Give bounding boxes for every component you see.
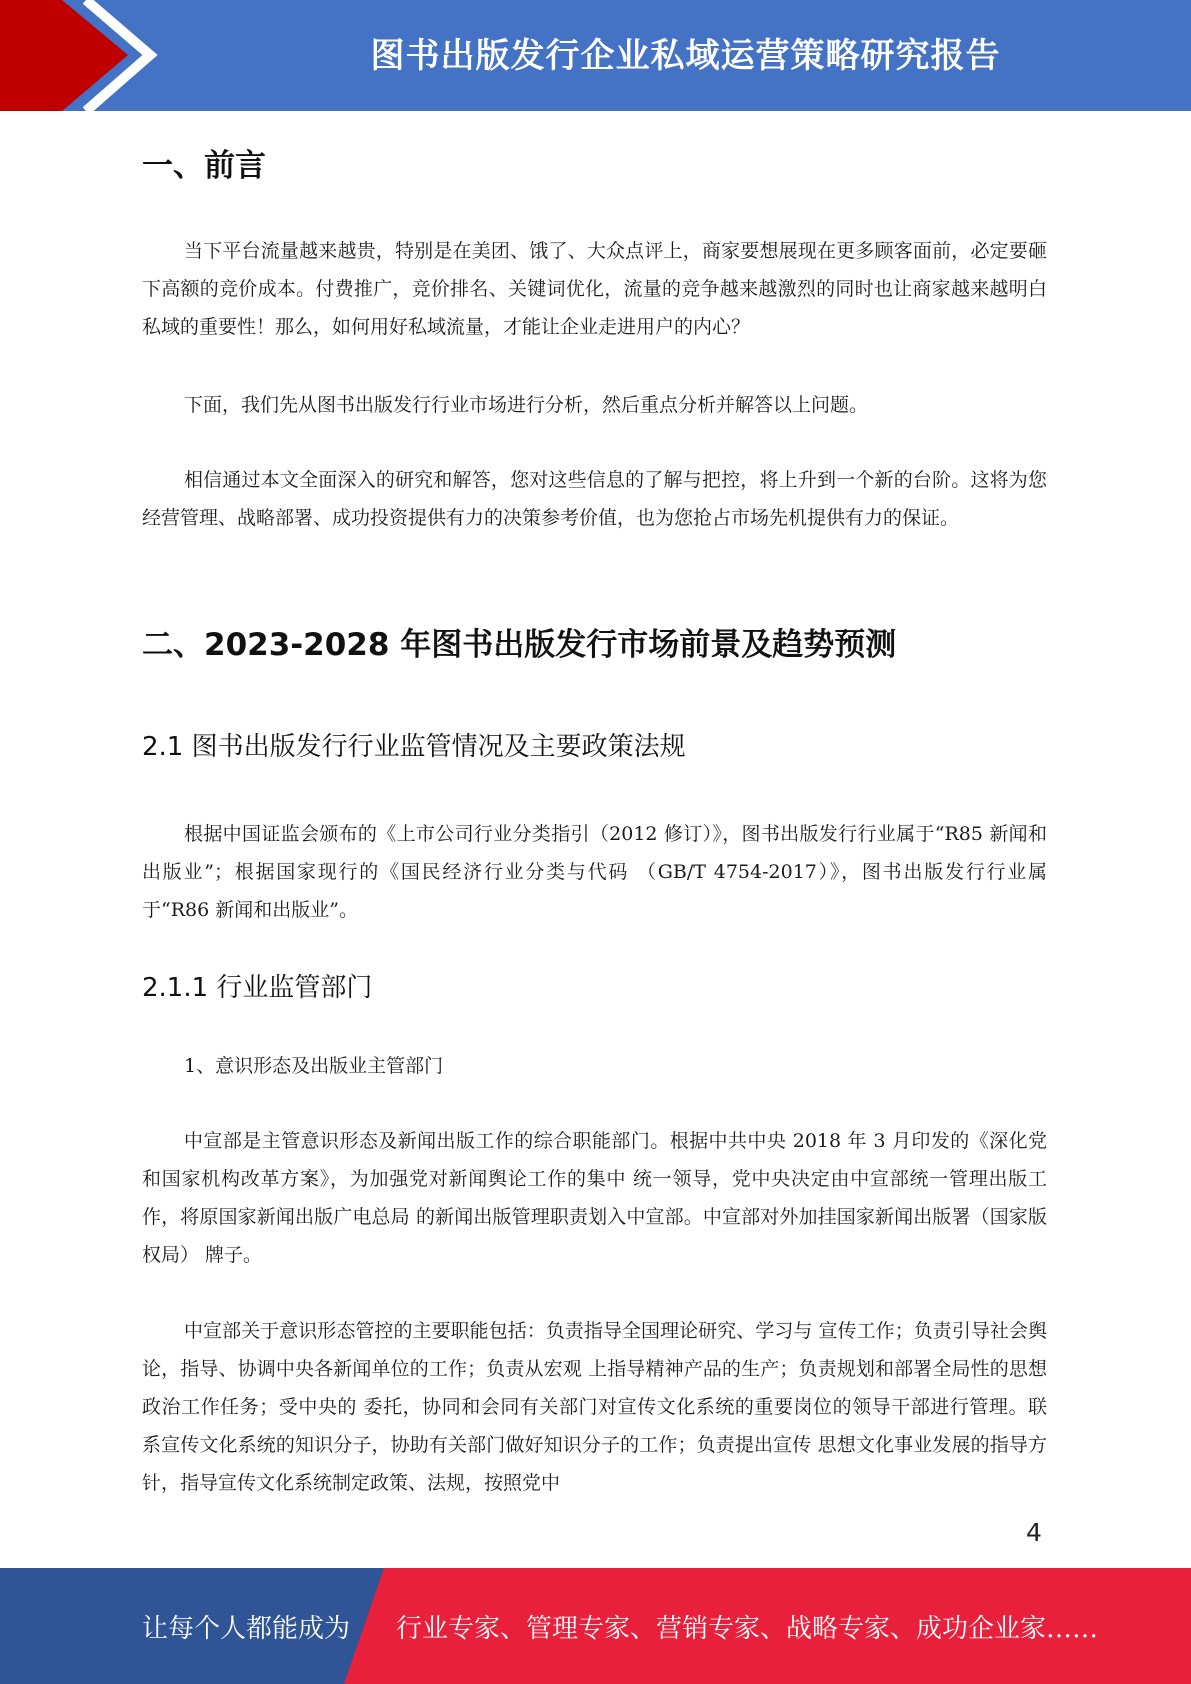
list-item: 1、意识形态及出版业主管部门	[184, 1055, 444, 1077]
paragraph: 相信通过本文全面深入的研究和解答，您对这些信息的了解与把控，将上升到一个新的台阶。这将为您经营管理、战略部署、成功投资提供有力的决策参考价值，也为您抢占市场先机提供有力的保证。	[142, 469, 1047, 529]
paragraph: 当下平台流量越来越贵，特别是在美团、饿了、大众点评上，商家要想展现在更多顾客面前，必定要砸下高额的竞价成本。付费推广，竞价排名、关键词优化，流量的竞争越来越激烈的同时也让商家越来越明白私域的重要性！那么，如何用好私域流量，才能让企业走进用户的内心？	[142, 240, 1047, 338]
footer-band	[0, 1568, 1191, 1684]
subsection-heading-regulation: 2.1 图书出版发行行业监管情况及主要政策法规	[142, 732, 686, 762]
footer-slogan-left: 让每个人都能成为	[142, 1613, 351, 1644]
paragraph: 根据中国证监会颁布的《上市公司行业分类指引（2012 修订）》，图书出版发行行业属于“R85 新闻和出版业”；根据国家现行的《国民经济行业分类与代码 （GB/T 4754-2017）》，图书出版发行行业属于“R86 新闻和出版业”。	[142, 823, 1047, 921]
section-heading-preface: 一、前言	[142, 148, 266, 184]
footer-slogan-right: 行业专家、管理专家、营销专家、战略专家、成功企业家……	[396, 1613, 1099, 1644]
paragraph: 中宣部关于意识形态管控的主要职能包括：负责指导全国理论研究、学习与 宣传工作；负责引导社会舆论，指导、协调中央各新闻单位的工作；负责从宏观 上指导精神产品的生产；负责规划和部署全局性的思想政治工作任务；受中央的 委托，协同和会同有关部门对宣传文化系统的重要岗位的领导干部进行管理。联 系宣传文化系统的知识分子，协助有关部门做好知识分子的工作；负责提出宣传 思想文化事业发展的指导方针，指导宣传文化系统制定政策、法规，按照党中	[142, 1320, 1047, 1494]
subsection-heading-departments: 2.1.1 行业监管部门	[142, 973, 373, 1003]
report-title: 图书出版发行企业私域运营策略研究报告	[370, 35, 1001, 76]
page-number: 4	[1026, 1518, 1042, 1547]
paragraph: 中宣部是主管意识形态及新闻出版工作的综合职能部门。根据中共中央 2018 年 3 月印发的《深化党和国家机构改革方案》，为加强党对新闻舆论工作的集中 统一领导，党中央决定由中宣部统一管理出版工作，将原国家新闻出版广电总局 的新闻出版管理职责划入中宣部。中宣部对外加挂国家新闻出版署（国家版权局） 牌子。	[142, 1130, 1047, 1266]
header-band	[0, 0, 1191, 111]
paragraph: 下面，我们先从图书出版发行行业市场进行分析，然后重点分析并解答以上问题。	[184, 394, 869, 416]
section-heading-forecast: 二、2023-2028 年图书出版发行市场前景及趋势预测	[142, 627, 897, 663]
